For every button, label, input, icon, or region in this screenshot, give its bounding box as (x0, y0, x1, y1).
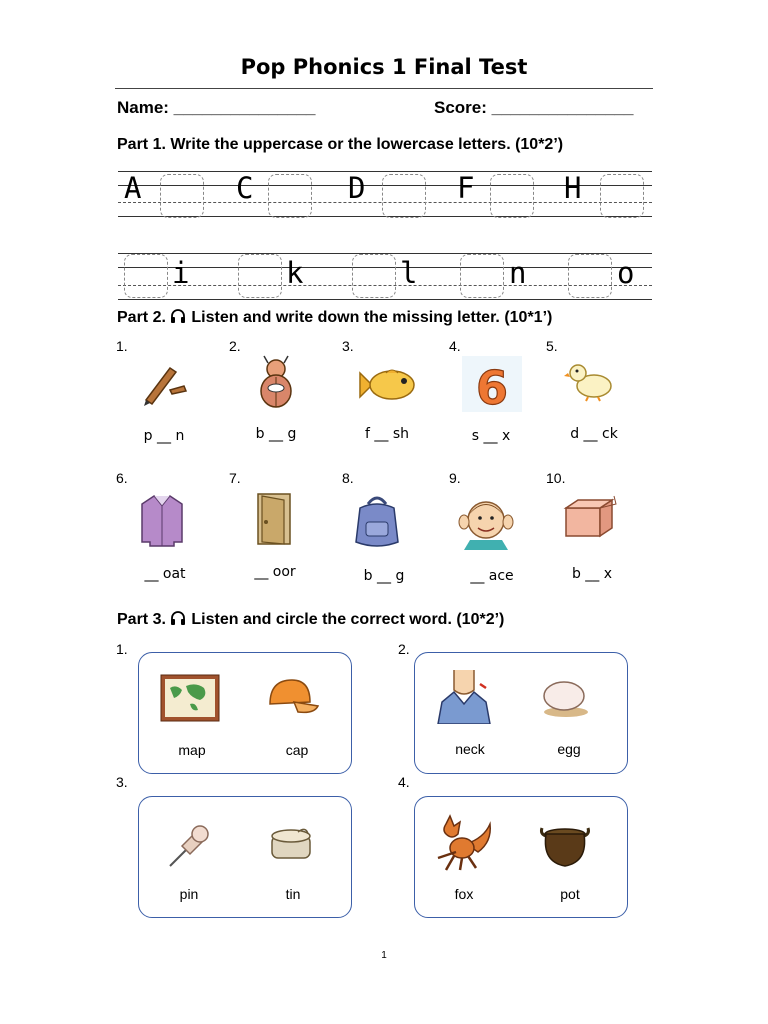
missing-letter-word[interactable]: b __ g (255, 426, 297, 442)
missing-letter-word[interactable]: __ oor (254, 564, 296, 580)
letter-o: o (617, 256, 635, 290)
part2-heading (117, 308, 552, 327)
letter-h: H (564, 171, 582, 205)
item-number: 6. (116, 470, 128, 486)
letter-l: l (400, 256, 418, 290)
answer-box[interactable] (382, 174, 426, 218)
answer-box[interactable] (600, 174, 644, 218)
item-number: 3. (342, 338, 354, 354)
egg-icon (538, 678, 592, 718)
letter-i: i (172, 256, 190, 290)
tin-icon (268, 826, 314, 862)
part3-label: Part 3. (117, 611, 166, 628)
missing-letter-word[interactable]: f __ sh (365, 426, 409, 442)
answer-box[interactable] (568, 254, 612, 298)
bag-icon (352, 494, 402, 548)
letter-f: F (457, 171, 475, 205)
part3-instructions: Listen and circle the correct word. (10*2’) (191, 611, 505, 628)
choice-word[interactable]: tin (285, 886, 301, 902)
choice-word[interactable]: egg (557, 741, 581, 757)
pot-icon (538, 822, 592, 868)
answer-box[interactable] (268, 174, 312, 218)
item-number: 4. (398, 774, 410, 790)
coat-icon (138, 492, 186, 548)
answer-box[interactable] (160, 174, 204, 218)
item-number: 10. (546, 470, 566, 486)
cap-icon (264, 676, 320, 718)
neck-icon (436, 670, 492, 724)
door-icon (254, 490, 294, 548)
choice-word[interactable]: cap (285, 742, 309, 758)
title-divider (115, 88, 653, 89)
part2-label: Part 2. (117, 309, 166, 326)
missing-letter-word[interactable]: b __ g (363, 568, 405, 584)
item-number: 8. (342, 470, 354, 486)
answer-box[interactable] (460, 254, 504, 298)
choice-word[interactable]: pot (560, 886, 580, 902)
letter-k: k (286, 256, 304, 290)
page-title: Pop Phonics 1 Final Test (240, 55, 528, 79)
item-number: 3. (116, 774, 128, 790)
choice-word[interactable]: map (178, 742, 206, 758)
duck-icon (564, 360, 614, 402)
item-number: 1. (116, 338, 128, 354)
item-number: 1. (116, 641, 128, 657)
score-field[interactable]: Score: _______________ (434, 98, 634, 117)
answer-box[interactable] (124, 254, 168, 298)
part3-heading (117, 610, 504, 629)
choice-word[interactable]: pin (179, 886, 199, 902)
headphones-icon (170, 308, 186, 324)
answer-box[interactable] (352, 254, 396, 298)
item-number: 2. (398, 641, 410, 657)
answer-box[interactable] (490, 174, 534, 218)
six-icon (462, 356, 522, 412)
item-number: 7. (229, 470, 241, 486)
fox-icon (432, 814, 494, 872)
pen-icon (140, 360, 190, 408)
item-number: 9. (449, 470, 461, 486)
letter-n: n (509, 256, 527, 290)
missing-letter-word[interactable]: p __ n (143, 428, 185, 444)
bug-icon (254, 355, 298, 411)
map-icon (160, 674, 220, 722)
box-icon (560, 494, 618, 540)
name-field[interactable]: Name: _______________ (117, 98, 316, 117)
letter-d: D (348, 171, 366, 205)
item-number: 5. (546, 338, 558, 354)
svg-text:6: 6 (475, 361, 509, 412)
choice-word[interactable]: neck (455, 741, 485, 757)
missing-letter-word[interactable]: d __ ck (570, 426, 618, 442)
missing-letter-word[interactable]: __ oat (144, 566, 186, 582)
headphones-icon (170, 610, 186, 626)
letter-c: C (236, 171, 254, 205)
item-number: 4. (449, 338, 461, 354)
missing-letter-word[interactable]: s __ x (471, 428, 511, 444)
fish-icon (356, 365, 418, 405)
missing-letter-word[interactable]: b __ x (571, 566, 613, 582)
face-icon (456, 494, 516, 550)
choice-word[interactable]: fox (454, 886, 474, 902)
answer-box[interactable] (238, 254, 282, 298)
item-number: 2. (229, 338, 241, 354)
pin-icon (168, 824, 212, 868)
part2-instructions: Listen and write down the missing letter. (10*1’) (191, 309, 553, 326)
missing-letter-word[interactable]: __ ace (470, 568, 514, 584)
part1-heading: Part 1. Write the uppercase or the lowercase letters. (10*2’) (117, 136, 564, 153)
page-number: 1 (381, 950, 387, 961)
letter-a: A (124, 171, 142, 205)
